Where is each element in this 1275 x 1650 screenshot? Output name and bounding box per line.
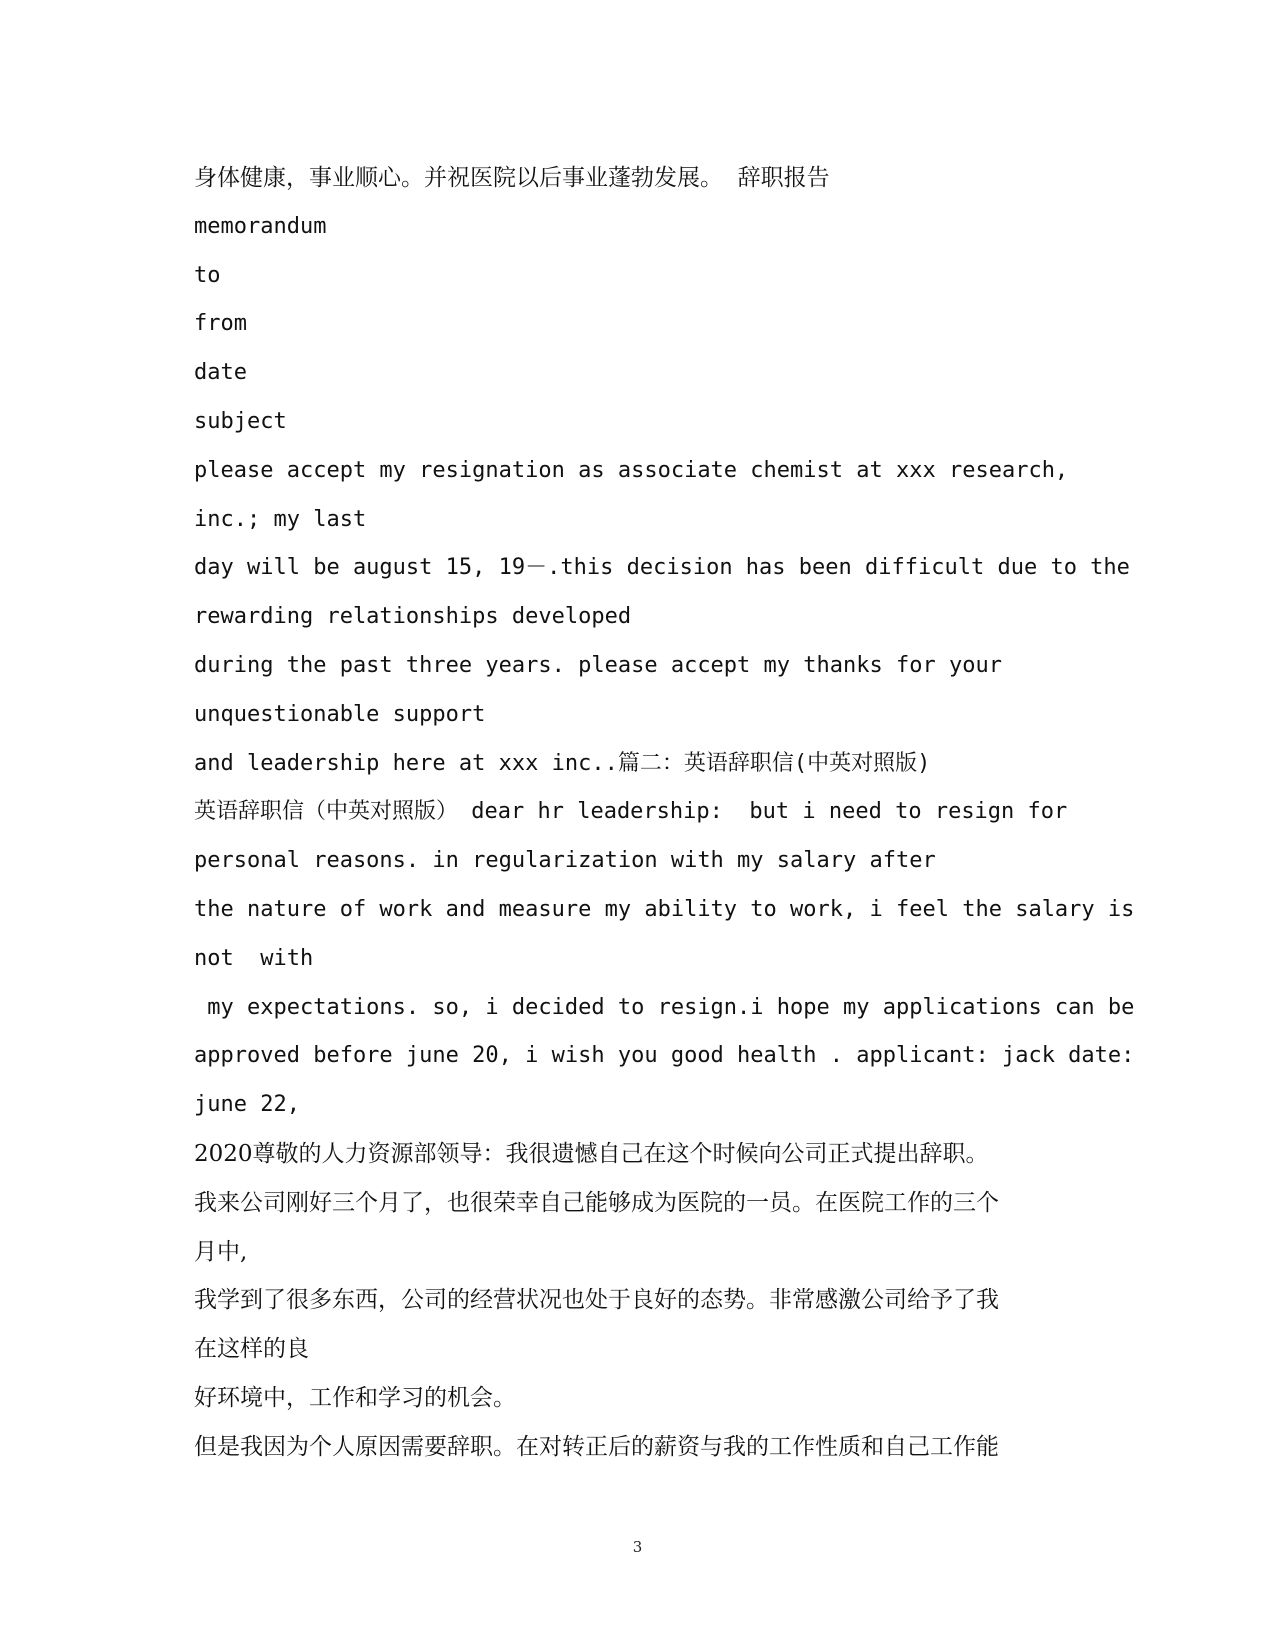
page-number: 3: [632, 1538, 643, 1556]
text-line: inc.; my last: [194, 506, 367, 532]
text-line: rewarding relationships developed: [194, 604, 632, 630]
text-line: june 22,: [194, 1092, 300, 1118]
text-line: and leadership here at xxx inc..篇二：英语辞职信(中英对照版): [194, 750, 931, 776]
text-line: 身体健康，事业顺心。并祝医院以后事业蓬勃发展。 辞职报告: [194, 165, 830, 191]
text-line: date: [194, 360, 247, 386]
text-line: 我学到了很多东西，公司的经营状况也处于良好的态势。非常感激公司给予了我: [194, 1287, 999, 1314]
text-line: 好环境中，工作和学习的机会。: [194, 1384, 516, 1411]
text-line: subject: [194, 408, 287, 434]
text-line: 2020尊敬的人力资源部领导：我很遗憾自己在这个时候向公司正式提出辞职。: [194, 1140, 989, 1167]
text-line: 英语辞职信（中英对照版） dear hr leadership: but i need to resign for: [194, 799, 1068, 825]
text-line: 我来公司刚好三个月了，也很荣幸自己能够成为医院的一员。在医院工作的三个: [194, 1189, 999, 1216]
text-line: from: [194, 311, 247, 337]
text-line: unquestionable support: [194, 701, 486, 727]
text-line: day will be august 15, 19－.this decision has been difficult due to the: [194, 555, 1130, 581]
text-line: not with: [194, 945, 314, 971]
text-line: the nature of work and measure my ability to work, i feel the salary is: [194, 896, 1135, 922]
document-body: [194, 154, 1135, 1472]
text-line: during the past three years. please accept my thanks for your: [194, 652, 1002, 678]
text-line: my expectations. so, i decided to resign.i hope my applications can be: [194, 994, 1135, 1020]
text-line: 月中,: [194, 1238, 248, 1265]
text-line: personal reasons. in regularization with my salary after: [194, 848, 936, 874]
text-line: to: [194, 262, 221, 288]
text-line: please accept my resignation as associate chemist at xxx research,: [194, 457, 1069, 483]
text-line: 在这样的良: [194, 1336, 309, 1363]
text-line: 但是我因为个人原因需要辞职。在对转正后的薪资与我的工作性质和自己工作能: [194, 1433, 999, 1460]
text-line: approved before june 20, i wish you good health . applicant: jack date:: [194, 1043, 1135, 1069]
text-line: memorandum: [194, 213, 327, 239]
